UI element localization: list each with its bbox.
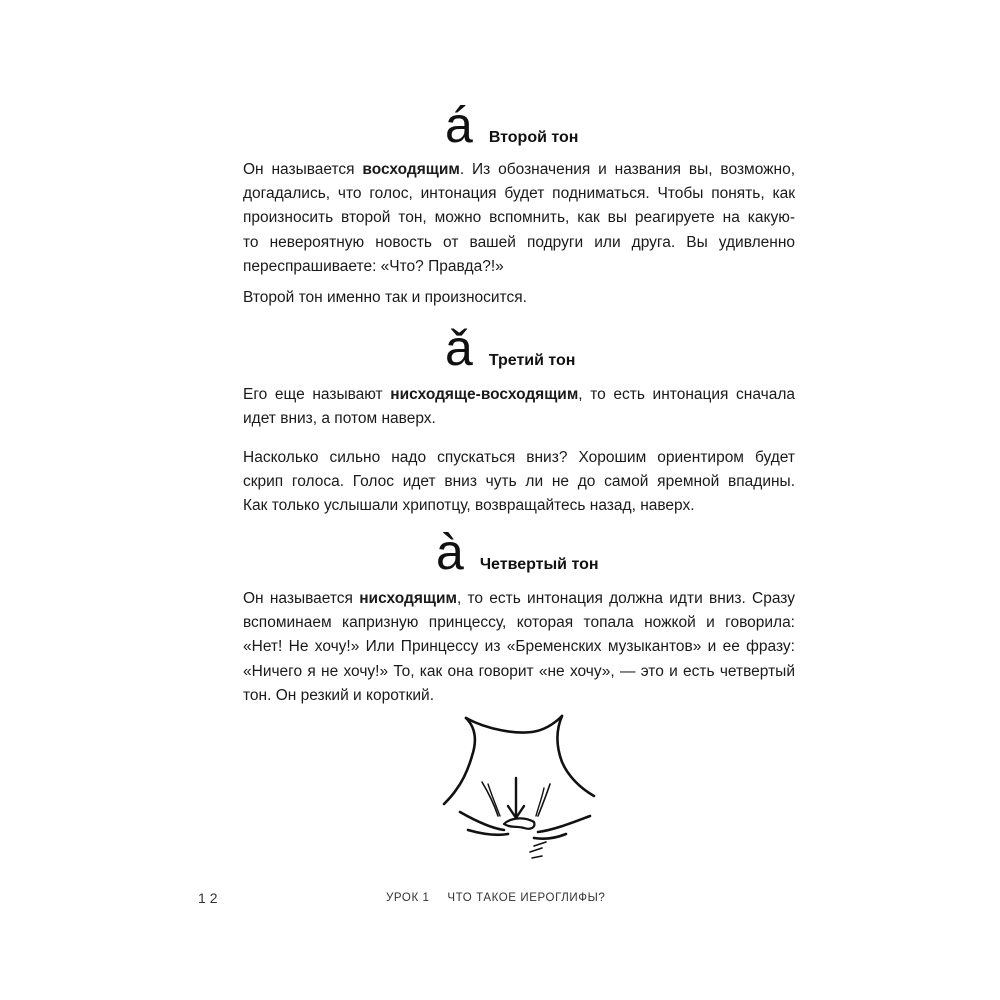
text-run: Он называется (243, 161, 363, 178)
text-run: вспоминаем капризную принцессу, которая топала ножкой и говорила: (243, 614, 795, 632)
tone-second-note (243, 286, 795, 310)
text-run: догадались, что голос, интонация будет подниматься. Чтобы понять, как (243, 185, 795, 203)
paragraph-line (243, 587, 795, 611)
emphasis-term: нисходящим (359, 590, 457, 607)
running-footer (386, 892, 605, 904)
text-run: Он называется (243, 590, 360, 607)
text-run: то невероятную новость от вашей подруги или друга. Вы удивленно (243, 233, 795, 251)
text-run: , то есть интонация сначала (578, 386, 796, 403)
emphasis-term: нисходяще-восходящим (390, 386, 579, 403)
tone-mark-third: ǎ (445, 320, 473, 376)
paragraph-line (243, 206, 795, 230)
tone-title-third: Третий тон (488, 352, 576, 369)
tone-third-extra-line: Насколько сильно надо спускаться вниз? Хорошим ориентиром будет (243, 449, 795, 466)
paragraph-line (243, 635, 795, 659)
paragraph-line (243, 611, 795, 635)
tone-fourth-description (243, 587, 795, 708)
tone-third-description (243, 383, 795, 431)
paragraph-line (243, 182, 795, 206)
page-number: 12 (198, 890, 222, 906)
paragraph-line (243, 684, 795, 708)
tone-third-extra (243, 446, 795, 519)
tone-mark-fourth: à (436, 524, 464, 580)
tone-third-extra-line: скрип голоса. Голос идет вниз чуть ли не до самой яремной впадины. (243, 473, 795, 491)
text-run: произносить второй тон, можно вспомнить, как вы реагируете на какую- (243, 209, 795, 227)
emphasis-term: восходящим (362, 161, 460, 178)
text-run: . Из обозначения и названия вы, возможно, (459, 161, 796, 178)
tone-heading-third (445, 320, 576, 376)
text-run: переспрашиваете: «Что? Правда?!» (243, 257, 504, 275)
tone-heading-fourth (436, 524, 599, 580)
tone-heading-second (445, 97, 579, 153)
throat-arrow-down-icon (438, 712, 598, 872)
text-run: тон. Он резкий и короткий. (243, 686, 434, 704)
tone-third-extra-line: Как только услышали хрипотцу, возвращайтесь назад, наверх. (243, 497, 695, 515)
paragraph-line (243, 255, 795, 279)
text-run: «Ничего я не хочу!» То, как она говорит «не хочу», — это и есть четвертый (243, 662, 795, 680)
footer-chapter: ЧТО ТАКОЕ ИЕРОГЛИФЫ? (447, 892, 606, 904)
text-run: «Нет! Не хочу!» Или Принцессу из «Бременских музыкантов» и ее фразу: (243, 638, 795, 656)
footer-lesson: УРОК 1 (386, 892, 430, 904)
tone-mark-second: á (445, 97, 473, 153)
paragraph-line (243, 660, 795, 684)
paragraph-line (243, 407, 795, 431)
tone-title-second: Второй тон (488, 129, 579, 146)
tone-title-fourth: Четвертый тон (479, 556, 599, 573)
paragraph-line (243, 158, 795, 182)
tone-second-description (243, 158, 795, 279)
tone-second-note-text: Второй тон именно так и произносится. (243, 289, 527, 306)
paragraph-line (243, 231, 795, 255)
paragraph-line (243, 383, 795, 407)
text-run: идет вниз, а потом наверх. (243, 410, 436, 428)
text-run: , то есть интонация должна идти вниз. Сразу (456, 590, 795, 607)
text-run: Его еще называют (243, 386, 391, 403)
